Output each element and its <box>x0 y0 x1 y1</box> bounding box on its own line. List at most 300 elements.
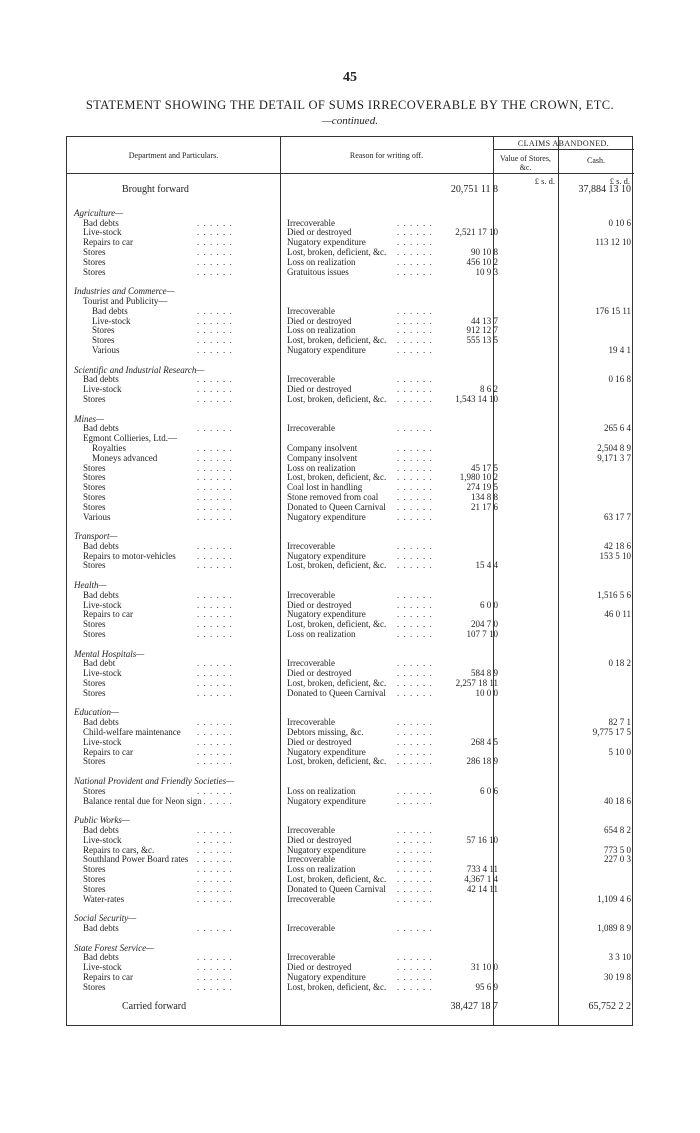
leader-dots: . . . . . . <box>397 599 433 610</box>
leader-dots: . . . . . . <box>197 550 233 561</box>
value-cell: 8 6 2 <box>480 384 498 395</box>
leader-dots: . . . . . . <box>197 834 233 845</box>
section-heading: Mines— <box>74 413 104 424</box>
leader-dots: . . . . . . <box>397 511 433 522</box>
table-row <box>67 258 634 268</box>
particulars-cell: Royalties <box>92 442 126 453</box>
cash-cell: 40 18 6 <box>604 795 631 806</box>
particulars-cell: Stores <box>83 883 106 894</box>
leader-dots: . . . . . . <box>397 854 433 865</box>
reason-cell: Irrecoverable <box>287 717 335 728</box>
reason-cell: Nugatory expenditure <box>287 511 366 522</box>
spacer-row <box>67 571 634 581</box>
leader-dots: . . . . . . <box>397 237 433 248</box>
reason-cell: Irrecoverable <box>287 540 335 551</box>
table-row <box>67 797 634 807</box>
section-heading-row <box>67 415 634 425</box>
leader-dots: . . . . . . <box>397 482 433 493</box>
reason-cell: Irrecoverable <box>287 952 335 963</box>
value-cell: 10 0 0 <box>475 687 498 698</box>
reason-cell: Donated to Queen Carnival <box>287 687 386 698</box>
leader-dots: . . . . . . <box>197 325 233 336</box>
section-heading: Social Security— <box>74 913 137 924</box>
leader-dots: . . . . . . <box>197 962 233 973</box>
particulars-cell: Stores <box>83 393 106 404</box>
leader-dots: . . . . . . <box>197 501 233 512</box>
particulars-cell: Bad debts <box>83 423 119 434</box>
leader-dots: . . . . . . <box>197 423 233 434</box>
leader-dots: . . . . . . <box>397 266 433 277</box>
value-cell: 2,521 17 10 <box>455 227 498 238</box>
leader-dots: . . . . . . <box>197 756 233 767</box>
leader-dots: . . . . . . <box>397 844 433 855</box>
cash-total: 37,884 13 10 <box>578 184 631 195</box>
reason-cell: Company insolvent <box>287 442 358 453</box>
particulars-cell: Stores <box>92 335 115 346</box>
reason-cell: Lost, broken, deficient, &c. <box>287 756 387 767</box>
cash-cell: 82 7 1 <box>608 717 631 728</box>
particulars-cell: Live-stock <box>83 962 122 973</box>
table-row <box>67 885 634 895</box>
value-cell: 10 9 3 <box>475 266 498 277</box>
subsection-heading: Tourist and Publicity— <box>83 295 168 306</box>
particulars-cell: Live-stock <box>83 736 122 747</box>
table-row <box>67 895 634 905</box>
leader-dots: . . . . . . <box>197 785 233 796</box>
leader-dots: . . . . . . <box>197 727 233 738</box>
particulars-cell: Stores <box>83 629 106 640</box>
cash-cell: 1,516 5 6 <box>597 589 631 600</box>
particulars-cell: Live-stock <box>92 315 131 326</box>
reason-cell: Died or destroyed <box>287 834 352 845</box>
leader-dots: . . . . . . <box>397 678 433 689</box>
leader-dots: . . . . . . <box>397 952 433 963</box>
particulars-cell: Bad debts <box>83 717 119 728</box>
leader-dots: . . . . . . <box>397 227 433 238</box>
leader-dots: . . . . . . <box>197 873 233 884</box>
reason-cell: Irrecoverable <box>287 825 335 835</box>
leader-dots: . . . . . . <box>197 795 233 806</box>
reason-cell: Debtors missing, &c. <box>287 727 364 738</box>
claims-rule <box>493 149 634 150</box>
table-row <box>67 346 634 356</box>
cash-cell: 46 0 11 <box>604 609 631 620</box>
leader-dots: . . . . . . <box>197 560 233 571</box>
leader-dots: . . . . . . <box>197 854 233 865</box>
leader-dots: . . . . . . <box>397 727 433 738</box>
leader-dots: . . . . . . <box>397 423 433 434</box>
particulars-cell: Stores <box>83 619 106 630</box>
leader-dots: . . . . . . <box>397 491 433 502</box>
leader-dots: . . . . . . <box>397 256 433 267</box>
leader-dots: . . . . . . <box>397 825 433 835</box>
reason-cell: Died or destroyed <box>287 384 352 395</box>
table-row <box>67 185 634 199</box>
leader-dots: . . . . . . <box>397 746 433 757</box>
leader-dots: . . . . . . <box>397 393 433 404</box>
section-heading-row <box>67 209 634 219</box>
reason-cell: Lost, broken, deficient, &c. <box>287 246 387 257</box>
particulars-cell: Stores <box>83 756 106 767</box>
section-heading: Agriculture— <box>74 207 124 218</box>
value-cell: 134 8 8 <box>471 491 498 502</box>
reason-cell: Coal lost in handling <box>287 482 363 493</box>
reason-cell: Irrecoverable <box>287 217 335 228</box>
section-heading-row <box>67 650 634 660</box>
section-heading: National Provident and Friendly Societies— <box>74 776 235 787</box>
leader-dots: . . . . . . <box>197 981 233 992</box>
reason-cell: Irrecoverable <box>287 854 335 865</box>
particulars-cell: Stores <box>83 256 106 267</box>
reason-cell: Donated to Queen Carnival <box>287 883 386 894</box>
leader-dots: . . . . . . <box>197 335 233 346</box>
particulars-cell: Stores <box>83 491 106 502</box>
section-heading: Public Works— <box>74 815 130 826</box>
leader-dots: . . . . . . <box>197 864 233 875</box>
cash-cell: 153 5 10 <box>599 550 631 561</box>
section-heading-row <box>67 581 634 591</box>
reason-cell: Lost, broken, deficient, &c. <box>287 678 387 689</box>
value-cell: 1,980 10 2 <box>459 472 498 483</box>
particulars-cell: Bad debts <box>83 374 119 385</box>
value-cell: 2,257 18 11 <box>455 678 498 689</box>
units-value: £ s. d. <box>534 176 555 186</box>
leader-dots: . . . . . . <box>397 472 433 483</box>
reason-cell: Lost, broken, deficient, &c. <box>287 981 387 992</box>
value-cell: 4,367 1 4 <box>464 873 498 884</box>
particulars-cell: Stores <box>83 246 106 257</box>
particulars-cell: Live-stock <box>83 599 122 610</box>
leader-dots: . . . . . . <box>197 825 233 835</box>
reason-cell: Irrecoverable <box>287 305 335 316</box>
leader-dots: . . . . . . <box>197 482 233 493</box>
reason-cell: Irrecoverable <box>287 922 335 933</box>
particulars-cell: Stores <box>83 462 106 473</box>
particulars-cell: Moneys advanced <box>92 452 158 463</box>
value-cell: 286 18 9 <box>466 756 498 767</box>
leader-dots: . . . . . . <box>197 511 233 522</box>
value-cell: 6 0 6 <box>480 785 498 796</box>
spacer-row <box>67 904 634 914</box>
leader-dots: . . . . . . <box>397 609 433 620</box>
cash-cell: 0 18 2 <box>608 658 631 669</box>
cash-cell: 227 0 3 <box>604 854 631 865</box>
header-reason: Reason for writing off. <box>349 151 424 160</box>
table-body <box>67 185 634 1016</box>
header-dept: Department and Particulars. <box>128 151 219 160</box>
value-cell: 95 6 9 <box>475 981 498 992</box>
cash-total: 65,752 2 2 <box>588 1001 631 1013</box>
table-row <box>67 297 634 307</box>
leader-dots: . . . . . . <box>197 462 233 473</box>
page-number: 45 <box>343 70 357 85</box>
particulars-cell: Stores <box>83 785 106 796</box>
section-heading: Health— <box>74 580 107 591</box>
leader-dots: . . . . . . <box>197 736 233 747</box>
reason-cell: Irrecoverable <box>287 423 335 434</box>
reason-cell: Nugatory expenditure <box>287 344 366 355</box>
particulars-cell: Various <box>92 344 120 355</box>
leader-dots: . . . . . . <box>397 305 433 316</box>
reason-cell: Lost, broken, deficient, &c. <box>287 472 387 483</box>
leader-dots: . . . . . . <box>397 785 433 796</box>
leader-dots: . . . . . . <box>197 217 233 228</box>
leader-dots: . . . . . . <box>197 305 233 316</box>
leader-dots: . . . . . . <box>197 952 233 963</box>
reason-cell: Nugatory expenditure <box>287 237 366 248</box>
table-row <box>67 1002 634 1016</box>
leader-dots: . . . . . . <box>397 540 433 551</box>
leader-dots: . . . . . . <box>397 325 433 336</box>
particulars-cell: Bad debts <box>83 825 119 835</box>
value-cell: 57 16 10 <box>466 834 498 845</box>
leader-dots: . . . . . . <box>197 393 233 404</box>
leader-dots: . . . . . . <box>397 452 433 463</box>
particulars-cell: Repairs to cars, &c. <box>83 844 155 855</box>
reason-cell: Irrecoverable <box>287 893 335 904</box>
leader-dots: . . . . . . <box>197 629 233 640</box>
page-title: STATEMENT SHOWING THE DETAIL OF SUMS IRRECOVERABLE BY THE CROWN, ETC. <box>85 98 615 112</box>
leader-dots: . . . . . . <box>197 374 233 385</box>
particulars-cell: Live-stock <box>83 227 122 238</box>
leader-dots: . . . . . . <box>397 246 433 257</box>
reason-cell: Nugatory expenditure <box>287 609 366 620</box>
leader-dots: . . . . . . <box>197 619 233 630</box>
particulars-cell: Bad debts <box>83 217 119 228</box>
particulars-cell: Water-rates <box>83 893 125 904</box>
reason-cell: Nugatory expenditure <box>287 746 366 757</box>
leader-dots: . . . . . . <box>197 844 233 855</box>
leader-dots: . . . . . . <box>197 609 233 620</box>
value-cell: 733 4 11 <box>466 864 498 875</box>
reason-cell: Lost, broken, deficient, &c. <box>287 619 387 630</box>
irrecoverable-sums-table <box>66 136 633 1026</box>
leader-dots: . . . . . . <box>197 472 233 483</box>
value-cell: 90 10 8 <box>471 246 498 257</box>
page-subtitle: —continued. <box>322 115 378 127</box>
reason-cell: Gratuitous issues <box>287 266 349 277</box>
value-cell: 1,543 14 10 <box>455 393 498 404</box>
value-cell: 912 12 7 <box>466 325 498 336</box>
leader-dots: . . . . . . <box>397 668 433 679</box>
table-row <box>67 924 634 934</box>
leader-dots: . . . . . . <box>197 256 233 267</box>
reason-cell: Loss on realization <box>287 785 356 796</box>
particulars-cell: Stores <box>83 981 106 992</box>
leader-dots: . . . . . . <box>397 462 433 473</box>
particulars-cell: Stores <box>83 501 106 512</box>
particulars-cell: Bad debts <box>92 305 128 316</box>
cash-cell: 0 10 6 <box>608 217 631 228</box>
leader-dots: . . . . . . <box>397 795 433 806</box>
leader-dots: . . . . . . <box>197 883 233 894</box>
table-row <box>67 268 634 278</box>
spacer-row <box>67 640 634 650</box>
value-cell: 31 10 0 <box>471 962 498 973</box>
particulars-cell: Bad debts <box>83 589 119 600</box>
leader-dots: . . . . . . <box>397 619 433 630</box>
leader-dots: . . . . . . <box>397 883 433 894</box>
cash-cell: 5 10 0 <box>608 746 631 757</box>
particulars-cell: Bad debts <box>83 922 119 933</box>
leader-dots: . . . . . . <box>397 864 433 875</box>
table-row <box>67 395 634 405</box>
section-heading-row <box>67 816 634 826</box>
leader-dots: . . . . . . <box>397 315 433 326</box>
reason-cell: Nugatory expenditure <box>287 795 366 806</box>
value-cell: 21 17 6 <box>471 501 498 512</box>
leader-dots: . . . . . . <box>397 756 433 767</box>
cash-cell: 2,504 8 9 <box>597 442 631 453</box>
leader-dots: . . . . . . <box>197 599 233 610</box>
leader-dots: . . . . . . <box>197 746 233 757</box>
table-row <box>67 630 634 640</box>
particulars-cell: Stores <box>83 864 106 875</box>
value-cell: 44 13 7 <box>471 315 498 326</box>
leader-dots: . . . . . . <box>197 540 233 551</box>
reason-cell: Irrecoverable <box>287 658 335 669</box>
value-cell: 6 0 0 <box>480 599 498 610</box>
particulars-cell: Live-stock <box>83 668 122 679</box>
leader-dots: . . . . . . <box>197 227 233 238</box>
particulars-cell: Stores <box>83 482 106 493</box>
value-total: 38,427 18 7 <box>450 1001 498 1013</box>
reason-cell: Died or destroyed <box>287 962 352 973</box>
value-cell: 45 17 5 <box>471 462 498 473</box>
section-heading: Scientific and Industrial Research— <box>74 364 205 375</box>
cash-cell: 773 5 0 <box>604 844 631 855</box>
reason-cell: Nugatory expenditure <box>287 844 366 855</box>
spacer-row <box>67 199 634 209</box>
leader-dots: . . . . . . <box>197 922 233 933</box>
section-heading-row <box>67 708 634 718</box>
header-cash: Cash. <box>587 156 605 165</box>
particulars-cell: Repairs to car <box>83 971 133 982</box>
value-cell: 456 10 2 <box>466 256 498 267</box>
leader-dots: . . . . . . <box>397 893 433 904</box>
leader-dots: . . . . . . <box>397 873 433 884</box>
leader-dots: . . . . . . <box>397 217 433 228</box>
particulars-cell: Live-stock <box>83 834 122 845</box>
reason-cell: Lost, broken, deficient, &c. <box>287 560 387 571</box>
header-rule <box>67 173 634 174</box>
leader-dots: . . . . . . <box>197 717 233 728</box>
particulars-cell: Repairs to motor-vehicles <box>83 550 176 561</box>
leader-dots: . . . . . . <box>197 687 233 698</box>
leader-dots: . . . . . . <box>197 678 233 689</box>
reason-cell: Stone removed from coal <box>287 491 379 502</box>
cash-cell: 113 12 10 <box>595 237 631 248</box>
units-cash: £ s. d. <box>609 176 630 186</box>
particulars-cell: Stores <box>92 325 115 336</box>
leader-dots: . . . . . . <box>397 550 433 561</box>
section-heading: Transport— <box>74 531 118 542</box>
header-value: Value of Stores, &c. <box>500 154 551 172</box>
cash-cell: 1,109 4 6 <box>597 893 631 904</box>
particulars-cell: Stores <box>83 678 106 689</box>
reason-cell: Died or destroyed <box>287 315 352 326</box>
cash-cell: 19 4 1 <box>608 344 631 355</box>
value-cell: 204 7 0 <box>471 619 498 630</box>
cash-cell: 9,171 3 7 <box>597 452 631 463</box>
section-heading-row <box>67 532 634 542</box>
leader-dots: . . . . . . <box>197 668 233 679</box>
particulars-cell: Stores <box>83 687 106 698</box>
cash-cell: 42 18 6 <box>604 540 631 551</box>
leader-dots: . . . . . . <box>397 442 433 453</box>
table-row <box>67 757 634 767</box>
particulars-cell: Balance rental due for Neon sign <box>83 795 202 806</box>
reason-cell: Donated to Queen Carnival <box>287 501 386 512</box>
particulars-cell: Repairs to car <box>83 237 133 248</box>
particulars-cell: Bad debts <box>83 952 119 963</box>
leader-dots: . . . . . . <box>397 658 433 669</box>
leader-dots: . . . . . . <box>397 335 433 346</box>
particulars-cell: Live-stock <box>83 384 122 395</box>
particulars-cell: Child-welfare maintenance <box>83 727 181 738</box>
leader-dots: . . . . . . <box>397 962 433 973</box>
leader-dots: . . . . . . <box>397 560 433 571</box>
leader-dots: . . . . . . <box>397 501 433 512</box>
reason-cell: Loss on realization <box>287 629 356 640</box>
reason-cell: Nugatory expenditure <box>287 971 366 982</box>
cash-cell: 9,775 17 5 <box>592 727 631 738</box>
value-total: 20,751 11 8 <box>450 184 498 195</box>
leader-dots: . . . . . . <box>397 971 433 982</box>
spacer-row <box>67 699 634 709</box>
particulars-cell: Repairs to car <box>83 746 133 757</box>
leader-dots: . . . . . . <box>397 344 433 355</box>
reason-cell: Died or destroyed <box>287 599 352 610</box>
leader-dots: . . . . . . <box>197 315 233 326</box>
header-claims: CLAIMS ABANDONED. <box>517 139 610 148</box>
value-cell: 268 4 5 <box>471 736 498 747</box>
reason-cell: Company insolvent <box>287 452 358 463</box>
particulars-cell: Southland Power Board rates <box>83 854 189 865</box>
value-cell: 555 13 5 <box>466 335 498 346</box>
particulars-cell: Stores <box>83 560 106 571</box>
spacer-row <box>67 405 634 415</box>
leader-dots: . . . . . . <box>197 266 233 277</box>
leader-dots: . . . . . . <box>397 834 433 845</box>
leader-dots: . . . . . . <box>197 491 233 502</box>
table-row <box>67 689 634 699</box>
table-row <box>67 513 634 523</box>
particulars-cell: Various <box>83 511 111 522</box>
leader-dots: . . . . . . <box>197 442 233 453</box>
leader-dots: . . . . . . <box>397 922 433 933</box>
value-cell: 15 4 4 <box>475 560 498 571</box>
section-heading-row <box>67 366 634 376</box>
cash-cell: 30 19 8 <box>604 971 631 982</box>
leader-dots: . . . . . . <box>397 687 433 698</box>
value-cell: 274 19 5 <box>466 482 498 493</box>
reason-cell: Lost, broken, deficient, &c. <box>287 393 387 404</box>
leader-dots: . . . . . . <box>197 971 233 982</box>
forward-label: Carried forward <box>122 1001 187 1013</box>
reason-cell: Irrecoverable <box>287 589 335 600</box>
table-row <box>67 983 634 993</box>
reason-cell: Died or destroyed <box>287 668 352 679</box>
particulars-cell: Repairs to car <box>83 609 133 620</box>
leader-dots: . . . . . . <box>197 589 233 600</box>
cash-cell: 176 15 11 <box>595 305 631 316</box>
leader-dots: . . . . . . <box>397 717 433 728</box>
cash-cell: 3 3 10 <box>608 952 631 963</box>
reason-cell: Loss on realization <box>287 462 356 473</box>
cash-cell: 265 6 4 <box>604 423 631 434</box>
cash-cell: 0 16 8 <box>608 374 631 385</box>
